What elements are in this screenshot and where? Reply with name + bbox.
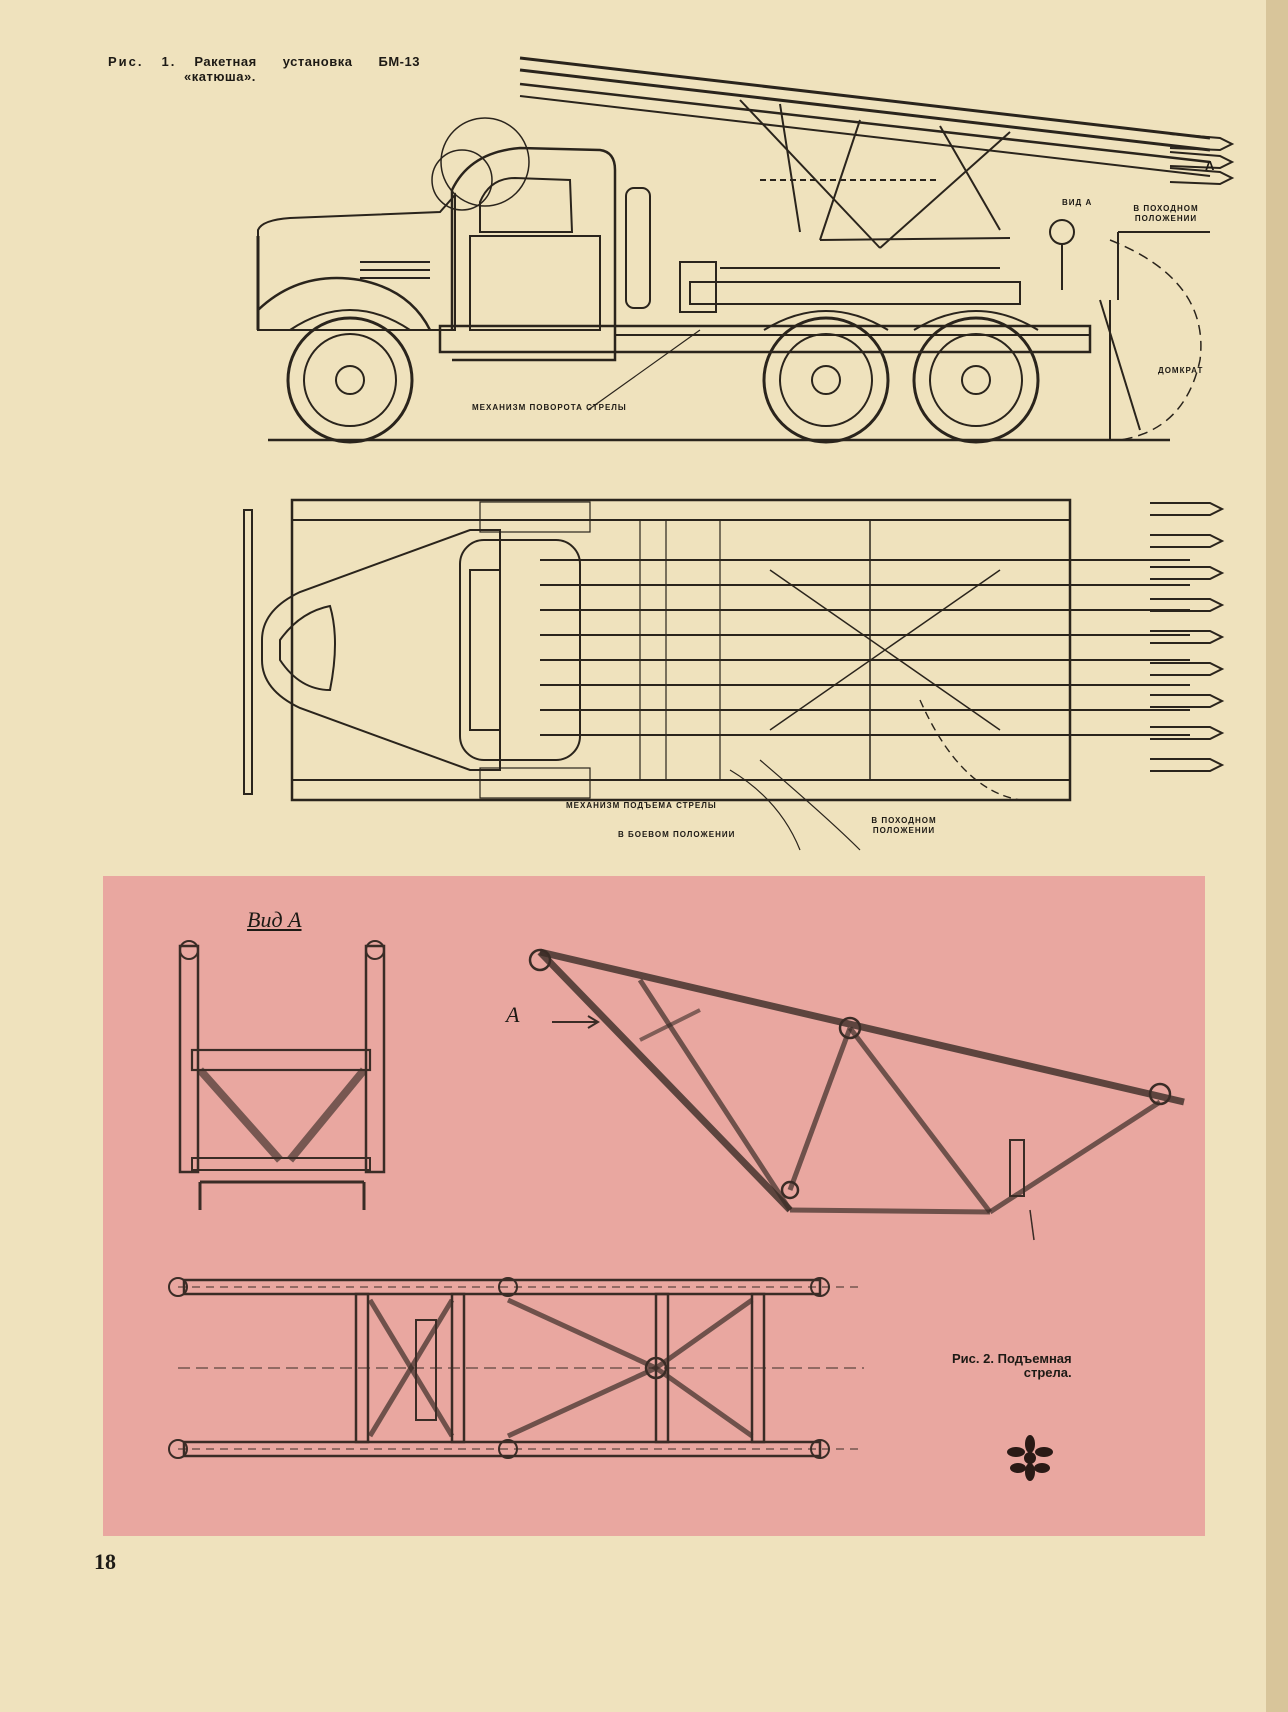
callout-combat-position: В БОЕВОМ ПОЛОЖЕНИИ	[618, 830, 736, 839]
figure1-caption	[108, 54, 420, 84]
truck-top-view	[244, 500, 1222, 850]
figure1-caption-prefix: Рис.	[108, 54, 144, 69]
figure1-caption-number: 1.	[161, 54, 177, 69]
truck-side-view	[258, 58, 1232, 442]
callout-view-a: ВИД А	[1062, 198, 1093, 207]
boom-side-view	[530, 950, 1184, 1240]
callout-boom-rotation-mechanism: МЕХАНИЗМ ПОВОРОТА СТРЕЛЫ	[472, 403, 627, 412]
figure1-caption-word2: установка	[282, 54, 353, 69]
figure1-caption-word3: БМ-13	[378, 54, 420, 69]
ornament-text	[1012, 1440, 1013, 1441]
boom-view-a	[180, 941, 384, 1210]
callout-marching-position-bottom: В ПОХОДНОМ ПОЛОЖЕНИИ	[871, 816, 937, 835]
callout-boom-lift-mechanism: МЕХАНИЗМ ПОДЪЕМА СТРЕЛЫ	[566, 801, 717, 810]
callout-arrow-a: А	[1205, 158, 1215, 173]
callout-marching-position-top: В ПОХОДНОМ ПОЛОЖЕНИИ	[1133, 204, 1199, 223]
figure2-caption-line1: Подъемная	[997, 1351, 1072, 1366]
view-a-arrow-label: А	[506, 1002, 520, 1027]
figure1-caption-line2: «катюша».	[184, 69, 256, 84]
page-number: 18	[94, 1549, 116, 1574]
figure2-caption-prefix: Рис. 2.	[952, 1351, 994, 1366]
figure2-caption	[952, 1352, 1072, 1380]
ornament-flower	[1007, 1435, 1053, 1481]
figure2-caption-line2: стрела.	[1023, 1365, 1072, 1380]
view-a-title: Вид А	[247, 907, 302, 932]
figure1-caption-word1: Ракетная	[194, 54, 257, 69]
callout-jack: ДОМКРАТ	[1158, 366, 1204, 375]
boom-plan-view	[169, 1278, 864, 1458]
